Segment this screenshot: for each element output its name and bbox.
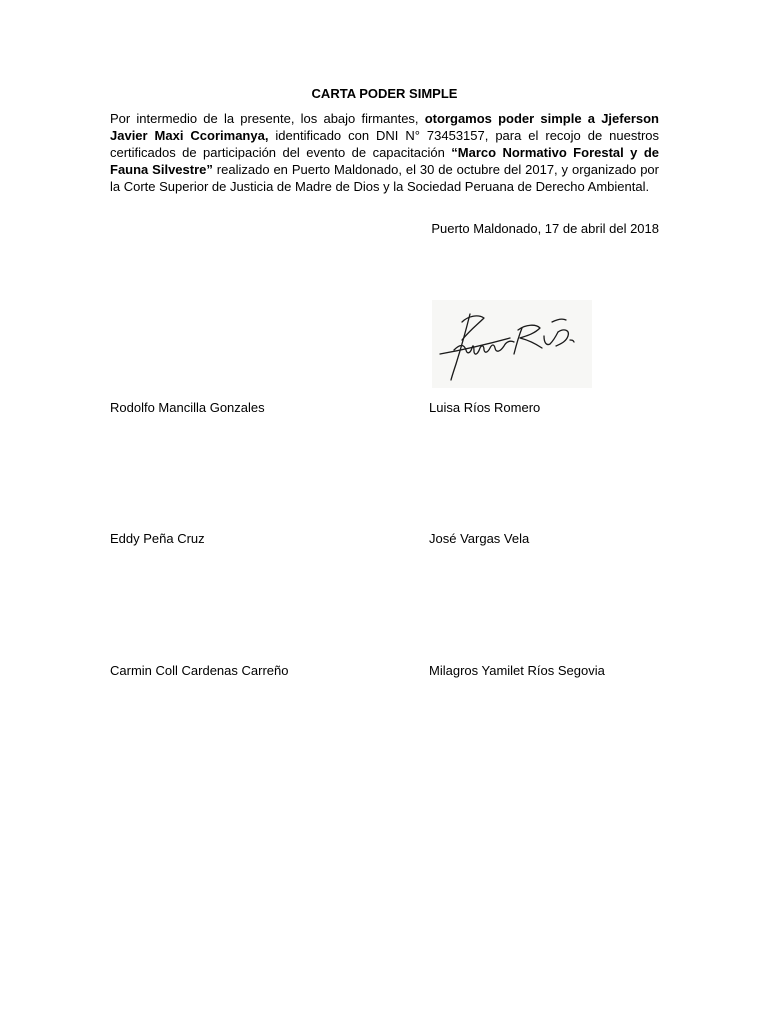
- signer-name: Carmin Coll Cardenas Carreño: [110, 663, 289, 678]
- signer-name: José Vargas Vela: [429, 531, 530, 546]
- signature-image: [432, 300, 592, 388]
- place-and-date: Puerto Maldonado, 17 de abril del 2018: [431, 221, 659, 236]
- signer-name: Eddy Peña Cruz: [110, 531, 205, 546]
- body-bold-event-name: “Marco Normativo Forestal y de Fauna Silvestre”: [110, 145, 660, 177]
- body-paragraph: [110, 110, 659, 195]
- body-bold-grantee: otorgamos poder simple a Jjeferson Javier Maxi Ccorimanya,: [110, 111, 659, 143]
- body-text-3: realizado en Puerto Maldonado, el 30 de octubre del 2017, y organizado por la Corte Superior de Justicia de Madre de Dios y la Sociedad Peruana de Derecho Ambiental.: [110, 162, 659, 194]
- handwritten-signature: [432, 300, 592, 388]
- signer-name: Luisa Ríos Romero: [429, 400, 541, 415]
- body-text-1: Por intermedio de la presente, los abajo firmantes,: [110, 111, 425, 126]
- document-title: CARTA PODER SIMPLE: [311, 86, 458, 101]
- body-text-2: identificado con DNI N° 73453157, para el recojo de nuestros certificados de participación del evento de capacitación: [110, 128, 660, 160]
- signer-name: Milagros Yamilet Ríos Segovia: [429, 663, 605, 678]
- signer-name: Rodolfo Mancilla Gonzales: [110, 400, 265, 415]
